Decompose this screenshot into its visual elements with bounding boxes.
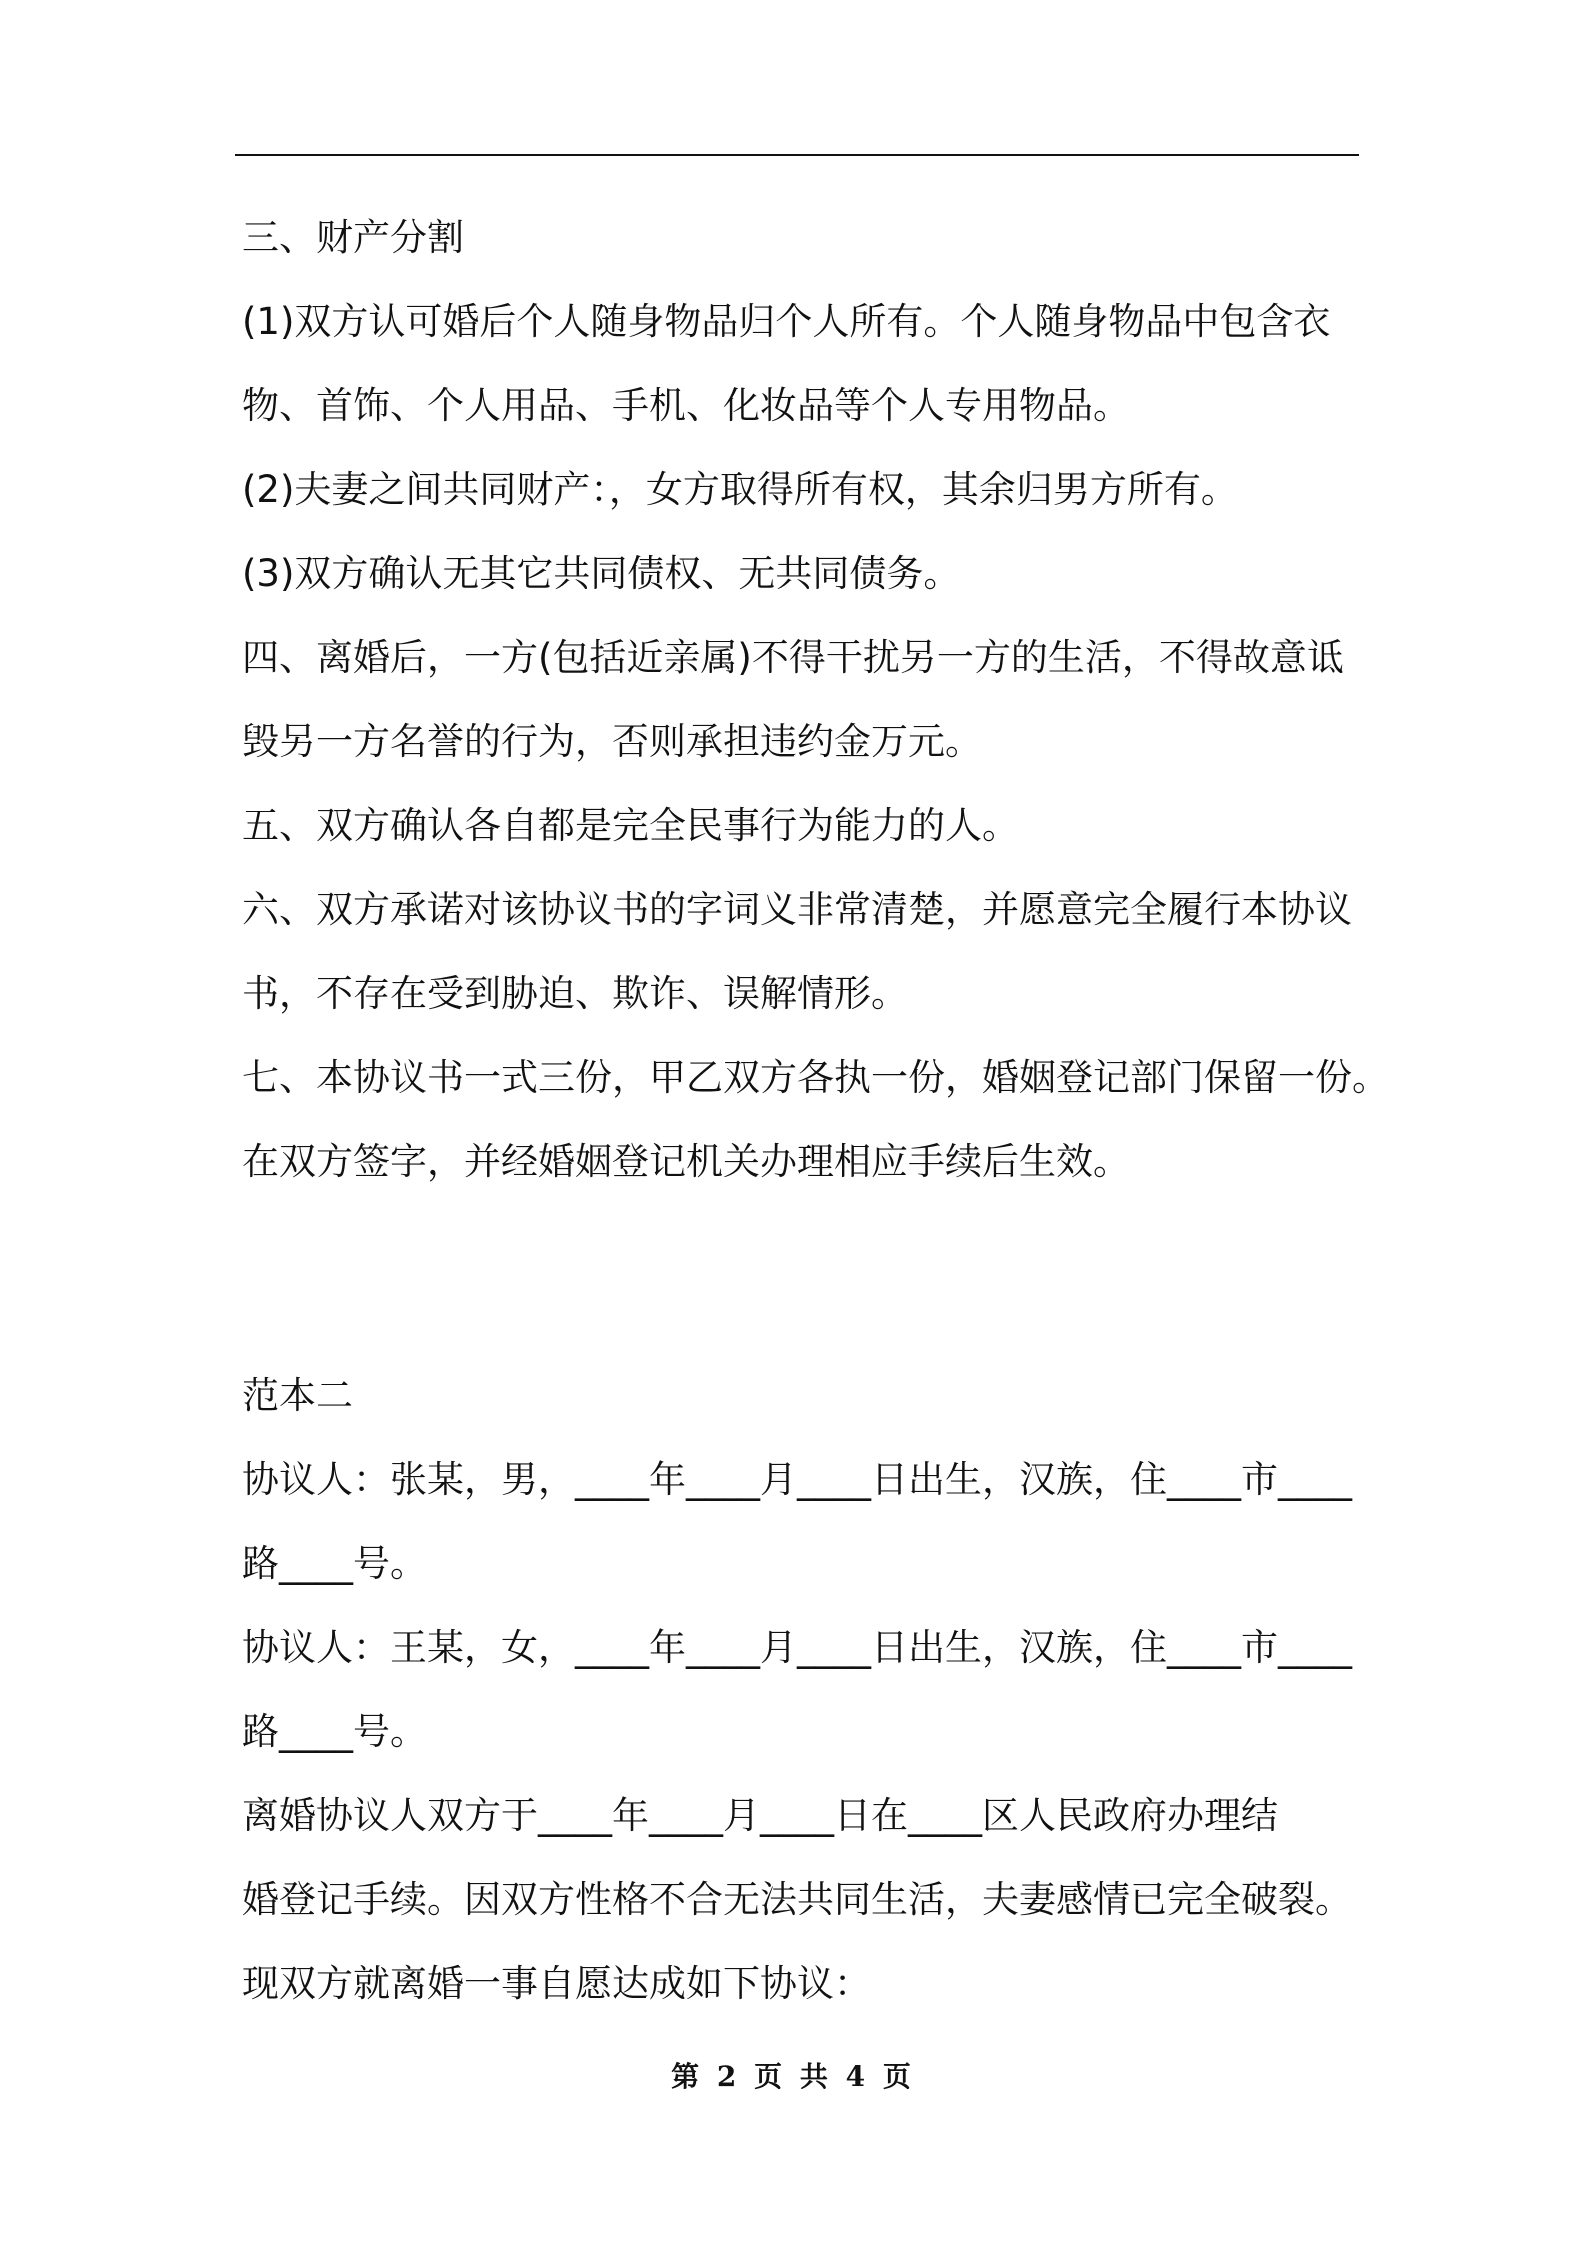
paragraph-line: 书，不存在受到胁迫、欺诈、误解情形。 <box>242 972 908 1015</box>
header-rule <box>235 154 1359 156</box>
paragraph-line: 七、本协议书一式三份，甲乙双方各执一份，婚姻登记部门保留一份。 <box>242 1056 1389 1099</box>
paragraph-line: (1)双方认可婚后个人随身物品归个人所有。个人随身物品中包含衣 <box>242 300 1331 343</box>
paragraph-line: (2)夫妻之间共同财产：，女方取得所有权，其余归男方所有。 <box>242 468 1238 511</box>
paragraph-line: 现双方就离婚一事自愿达成如下协议： <box>242 1962 871 2005</box>
party-line: 路____号。 <box>242 1542 427 1585</box>
paragraph-line: 四、离婚后，一方(包括近亲属)不得干扰另一方的生活，不得故意诋 <box>242 636 1344 679</box>
party-line: 协议人：张某，男，____年____月____日出生，汉族，住____市____ <box>242 1458 1352 1501</box>
section-heading-property-division: 三、财产分割 <box>242 216 464 259</box>
template-two-heading: 范本二 <box>242 1374 353 1417</box>
document-body <box>242 196 1389 2026</box>
party-line: 路____号。 <box>242 1710 427 1753</box>
paragraph-line: (3)双方确认无其它共同债权、无共同债务。 <box>242 552 961 595</box>
section-spacer <box>242 1204 1367 1354</box>
paragraph-line: 离婚协议人双方于____年____月____日在____区人民政府办理结 <box>242 1794 1278 1837</box>
paragraph-line: 婚登记手续。因双方性格不合无法共同生活，夫妻感情已完全破裂。 <box>242 1878 1352 1921</box>
paragraph-line: 五、双方确认各自都是完全民事行为能力的人。 <box>242 804 1019 847</box>
party-line: 协议人：王某，女，____年____月____日出生，汉族，住____市____ <box>242 1626 1352 1669</box>
paragraph-line: 毁另一方名誉的行为，否则承担违约金万元。 <box>242 720 982 763</box>
paragraph-line: 六、双方承诺对该协议书的字词义非常清楚，并愿意完全履行本协议 <box>242 888 1352 931</box>
paragraph-line: 在双方签字，并经婚姻登记机关办理相应手续后生效。 <box>242 1140 1130 1183</box>
paragraph-line: 物、首饰、个人用品、手机、化妆品等个人专用物品。 <box>242 384 1130 427</box>
page-number: 第 2 页 共 4 页 <box>671 2060 915 2093</box>
